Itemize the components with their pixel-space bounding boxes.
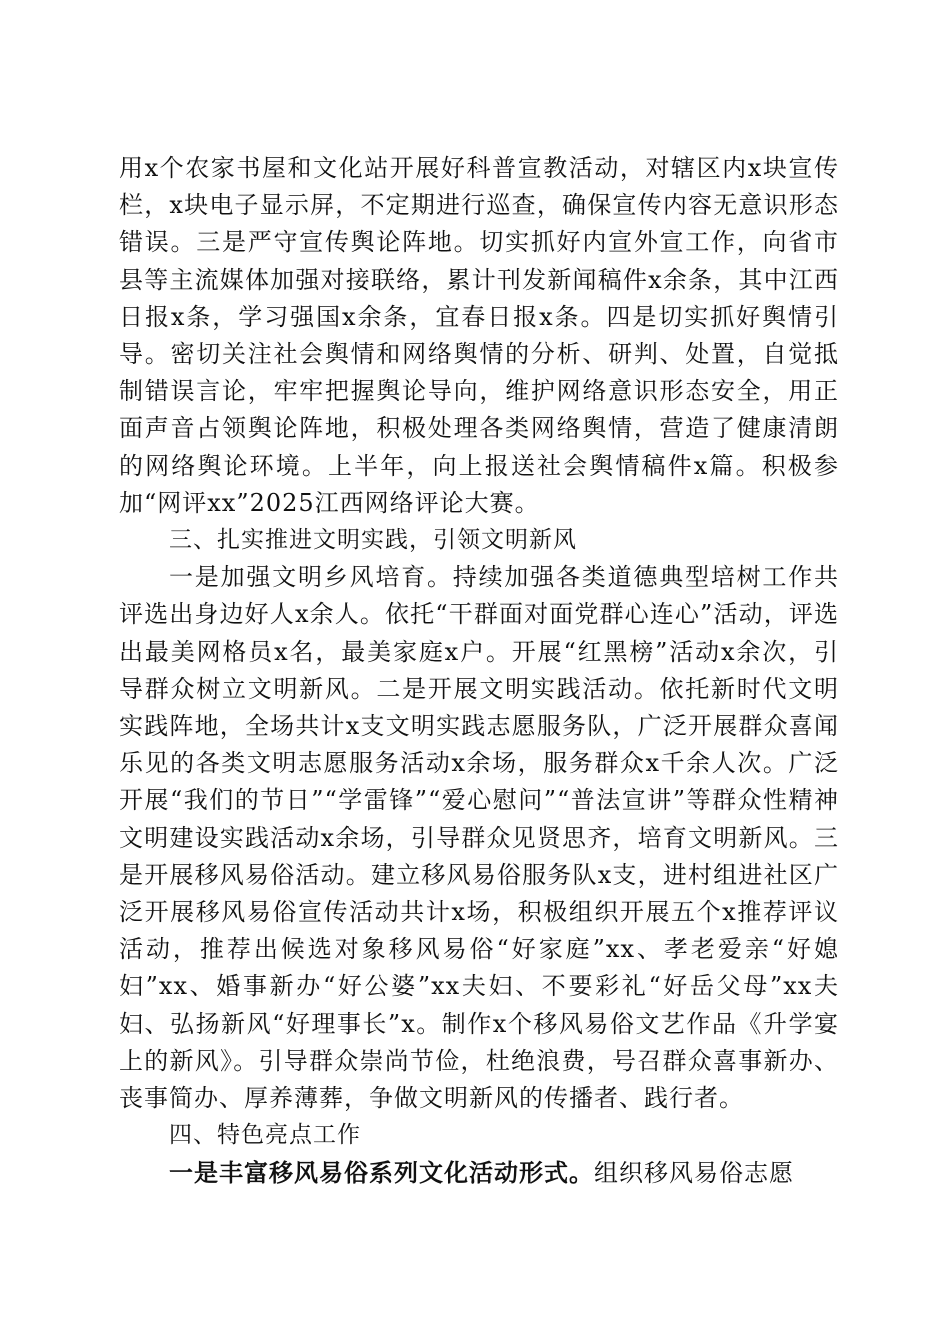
document-body <box>119 150 839 1193</box>
paragraph-rest: 组织移风易俗志愿 <box>594 1159 794 1188</box>
paragraph-continuation: 用x个农家书屋和文化站开展好科普宣教活动，对辖区内x块宣传栏，x块电子显示屏，不定期进行巡查，确保宣传内容无意识形态错误。三是严守宣传舆论阵地。切实抓好内宣外宣工作，向省市县等主流媒体加强对接联络，累计刊发新闻稿件x余条，其中江西日报x条，学习强国x余条，宜春日报x条。四是切实抓好舆情引导。密切关注社会舆情和网络舆情的分析、研判、处置，自觉抵制错误言论，牢牢把握舆论导向，维护网络意识形态安全，用正面声音占领舆论阵地，积极处理各类网络舆情，营造了健康清朗的网络舆论环境。上半年，向上报送社会舆情稿件x篇。积极参加“网评xx”2025江西网络评论大赛。 <box>119 154 839 517</box>
paragraph-section-3: 一是加强文明乡风培育。持续加强各类道德典型培树工作共评选出身边好人x余人。依托“干群面对面党群心连心”活动，评选出最美网格员x名，最美家庭x户。开展“红黑榜”活动x余次，引导群众树立文明新风。二是开展文明实践活动。依托新时代文明实践阵地，全场共计x支文明实践志愿服务队，广泛开展群众喜闻乐见的各类文明志愿服务活动x余场，服务群众x千余人次。广泛开展“我们的节日”“学雷锋”“爱心慰问”“普法宣讲”等群众性精神文明建设实践活动x余场，引导群众见贤思齐，培育文明新风。三是开展移风易俗活动。建立移风易俗服务队x支，进村组进社区广泛开展移风易俗宣传活动共计x场，积极组织开展五个x推荐评议活动，推荐出候选对象移风易俗“好家庭”xx、孝老爱亲“好媳妇”xx、婚事新办“好公婆”xx夫妇、不要彩礼“好岳父母”xx夫妇、弘扬新风“好理事长”x。制作x个移风易俗文艺作品《升学宴上的新风》。引导群众崇尚节俭，杜绝浪费，号召群众喜事新办、丧事简办、厚养薄葬，争做文明新风的传播者、践行者。 <box>119 563 839 1113</box>
paragraph-section-4 <box>119 1154 839 1192</box>
section-heading-3: 三、扎实推进文明实践，引领文明新风 <box>169 527 577 554</box>
section-heading-4: 四、特色亮点工作 <box>169 1122 361 1149</box>
paragraph-lead-bold: 一是丰富移风易俗系列文化活动形式。 <box>169 1158 594 1188</box>
